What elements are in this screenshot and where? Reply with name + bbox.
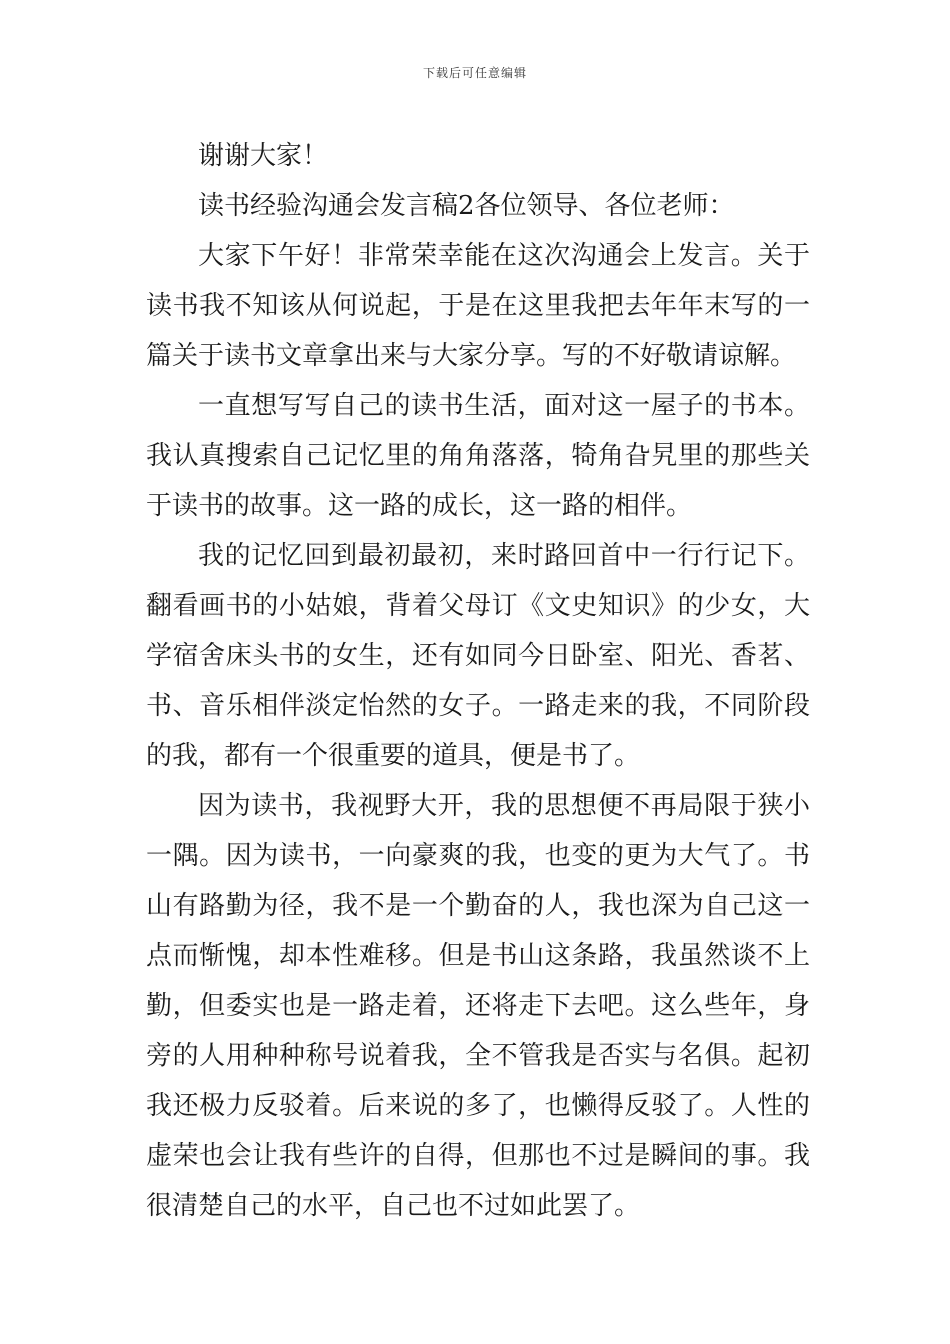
page-header: 下载后可任意编辑: [422, 66, 527, 80]
paragraph-greeting: 大家下午好！非常荣幸能在这次沟通会上发言。关于读书我不知该从何说起，于是在这里我把去年年末写的一篇关于读书文章拿出来与大家分享。写的不好敬请谅解。: [146, 241, 810, 371]
paragraph-reading-life: 一直想写写自己的读书生活，面对这一屋子的书本。我认真搜索自己记忆里的角角落落，犄角旮旯里的那些关于读书的故事。这一路的成长，这一路的相伴。: [146, 391, 810, 521]
paragraph-thanks: 谢谢大家！: [198, 141, 329, 171]
paragraph-memory: 我的记忆回到最初最初，来时路回首中一行行记下。翻看画书的小姑娘，背着父母订《文史知识》的少女，大学宿舍床头书的女生，还有如同今日卧室、阳光、香茗、书、音乐相伴淡定怡然的女子。一路走来的我，不同阶段的我，都有一个很重要的道具，便是书了。: [146, 541, 810, 771]
paragraph-because-reading: 因为读书，我视野大开，我的思想便不再局限于狭小一隅。因为读书，一向豪爽的我，也变的更为大气了。书山有路勤为径，我不是一个勤奋的人，我也深为自己这一点而惭愧，却本性难移。但是书山这条路，我虽然谈不上勤，但委实也是一路走着，还将走下去吧。这么些年，身旁的人用种种称号说着我，全不管我是否实与名俱。起初我还极力反驳着。后来说的多了，也懒得反驳了。人性的虚荣也会让我有些许的自得，但那也不过是瞬间的事。我很清楚自己的水平，自己也不过如此罢了。: [146, 791, 810, 1221]
paragraph-title: 读书经验沟通会发言稿2各位领导、各位老师：: [198, 191, 735, 221]
document-body: [146, 131, 810, 1231]
